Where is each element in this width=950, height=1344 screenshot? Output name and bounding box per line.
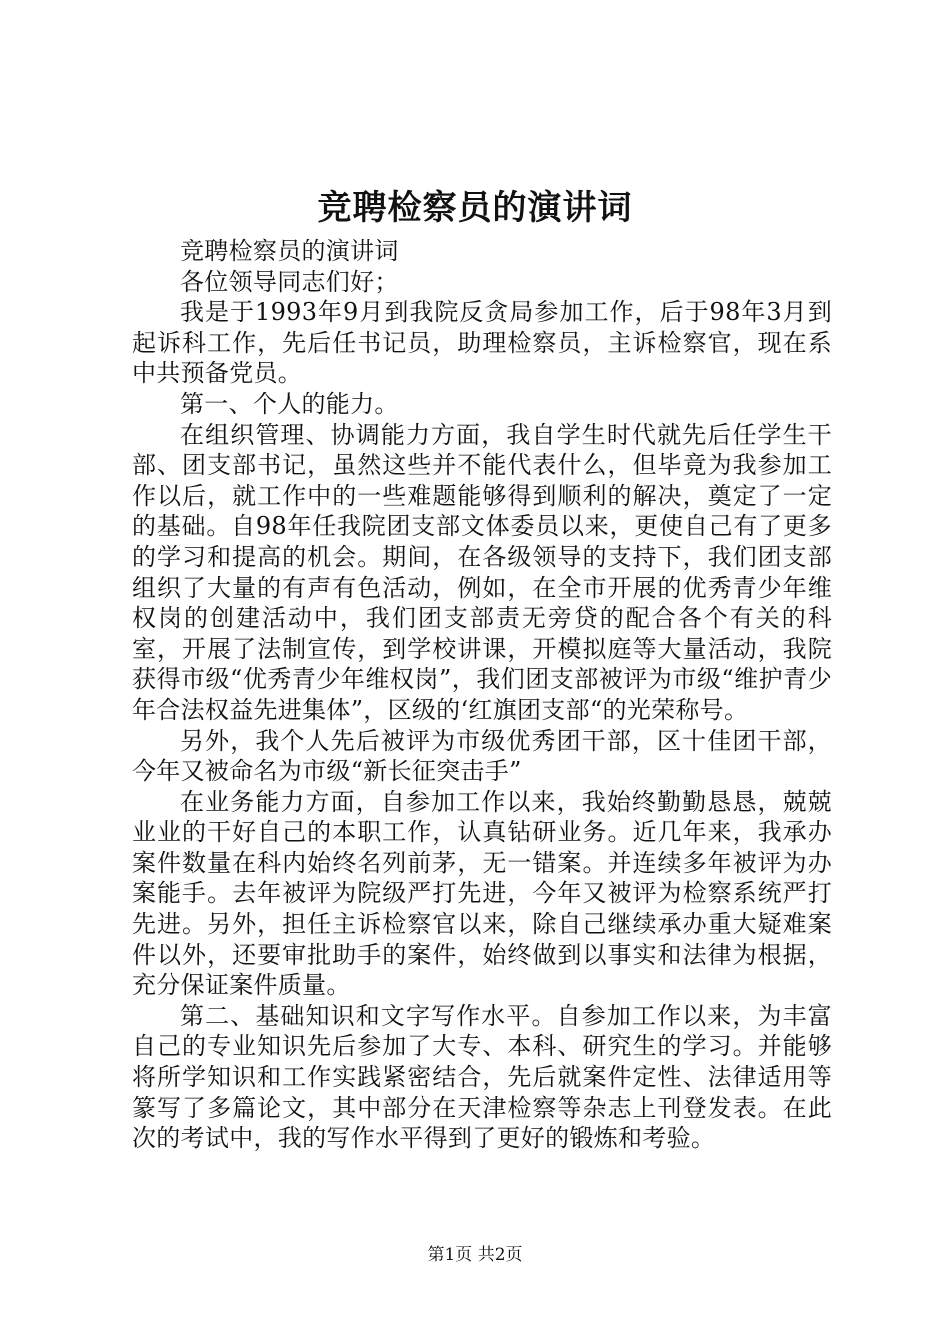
paragraph-business-ability: 在业务能力方面，自参加工作以来，我始终勤勤恳恳，兢兢业业的干好自己的本职工作，认真钻研业务。近几年来，我承办案件数量在科内始终名列前茅，无一错案。并连续多年被评为办案能手。去年被评为院级严打先进，今年又被评为检察系统严打先进。另外，担任主诉检察官以来，除自己继续承办重大疑难案件以外，还要审批助手的案件，始终做到以事实和法律为根据，充分保证案件质量。 [132, 787, 832, 1000]
document-body [132, 236, 832, 1154]
paragraph-section-one-heading: 第一、个人的能力。 [180, 389, 399, 418]
page-number-footer: 第1页 共2页 [427, 1245, 523, 1265]
paragraph-personal-honors: 另外，我个人先后被评为市级优秀团干部，区十佳团干部，今年又被命名为市级“新长征突击手” [132, 726, 832, 786]
paragraph-greeting: 各位领导同志们好； [180, 267, 399, 296]
document-title: 竞聘检察员的演讲词 [317, 188, 633, 228]
paragraph-organization-ability: 在组织管理、协调能力方面，我自学生时代就先后任学生干部、团支部书记，虽然这些并不能代表什么，但毕竟为我参加工作以后，就工作中的一些难题能够得到顺利的解决，奠定了一定的基础。自98年任我院团支部文体委员以来，更使自己有了更多的学习和提高的机会。期间，在各级领导的支持下，我们团支部组织了大量的有声有色活动，例如，在全市开展的优秀青少年维权岗的创建活动中，我们团支部责无旁贷的配合各个有关的科室，开展了法制宣传，到学校讲课，开模拟庭等大量活动，我院获得市级“优秀青少年维权岗”，我们团支部被评为市级“维护青少年合法权益先进集体”，区级的‘红旗团支部“的光荣称号。 [132, 420, 832, 724]
paragraph-heading-repeat: 竞聘检察员的演讲词 [180, 237, 399, 265]
paragraph-section-two: 第二、基础知识和文字写作水平。自参加工作以来，为丰富自己的专业知识先后参加了大专、本科、研究生的学习。并能够将所学知识和工作实践紧密结合，先后就案件定性、法律适用等篆写了多篇论文，其中部分在天津检察等杂志上刊登发表。在此次的考试中，我的写作水平得到了更好的锻炼和考验。 [132, 1001, 832, 1153]
paragraph-introduction: 我是于1993年9月到我院反贪局参加工作，后于98年3月到起诉科工作，先后任书记员，助理检察员，主诉检察官，现在系中共预备党员。 [132, 298, 832, 388]
